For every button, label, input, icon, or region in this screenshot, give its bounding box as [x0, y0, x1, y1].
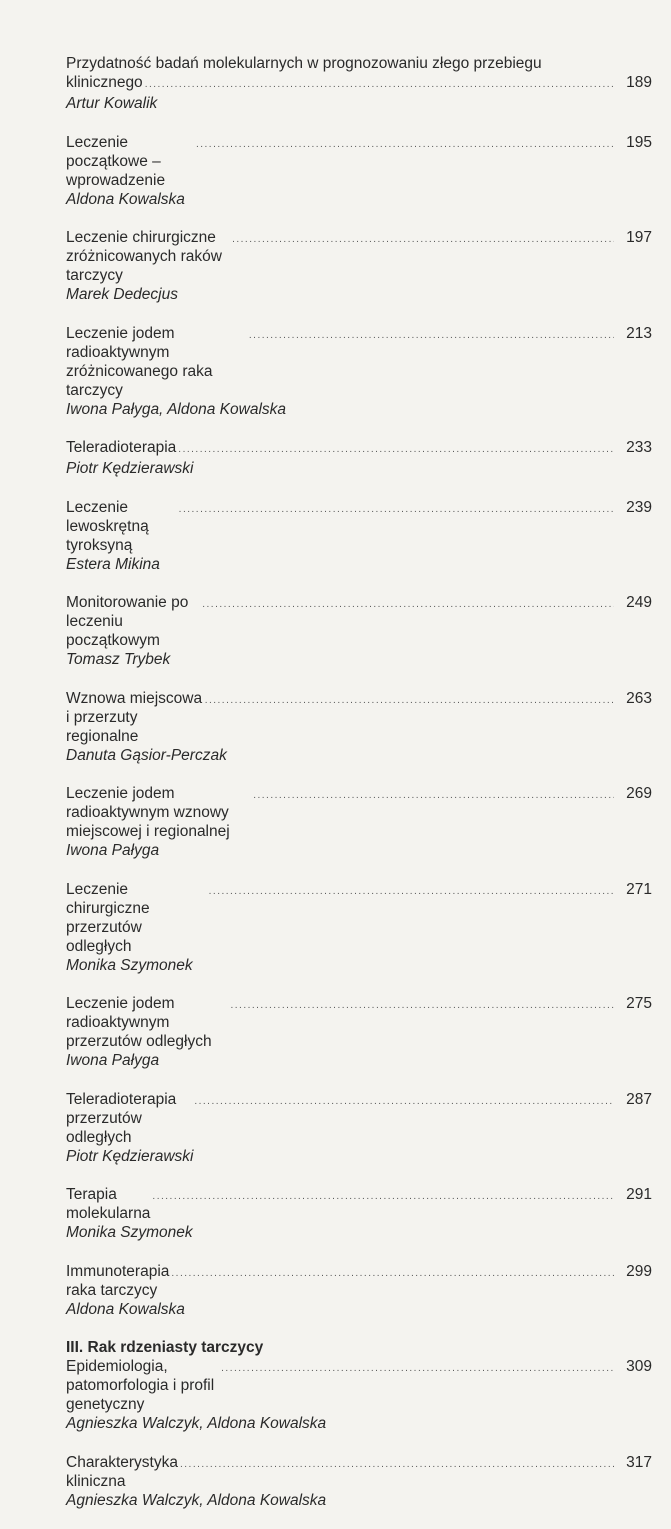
toc-entry [66, 689, 652, 766]
toc-entry [66, 880, 652, 976]
entry-title: Leczenie chirurgiczne przerzutów odległych [66, 880, 150, 955]
page-number: 249 [626, 594, 652, 611]
entry-author: Aldona Kowalska [66, 190, 185, 208]
page-number: 269 [626, 785, 652, 802]
toc-entry [66, 133, 652, 210]
entry-author: Tomasz Trybek [66, 651, 171, 668]
entry-author: Danuta Gąsior-Perczak [66, 746, 227, 764]
toc-entry [66, 1357, 652, 1434]
page-number: 317 [626, 1453, 652, 1471]
page-number: 189 [626, 74, 652, 91]
toc-entry [66, 1262, 652, 1320]
entry-title: Epidemiologia, patomorfologia i profil genetyczny [66, 1358, 215, 1413]
entry-title: Monitorowanie po leczeniu początkowym [66, 594, 189, 649]
dot-leader [230, 996, 614, 1015]
entry-author: Iwona Pałyga [66, 842, 160, 859]
page-number: 239 [626, 498, 652, 516]
entry-title-row [66, 228, 652, 285]
dot-leader [178, 440, 614, 459]
entry-title-row [66, 498, 652, 555]
entry-author: Monika Szymonek [66, 956, 193, 974]
entry-title-row [66, 994, 652, 1051]
page-number: 233 [626, 439, 652, 456]
entry-title-row [66, 593, 652, 650]
dot-leader [171, 1264, 614, 1283]
dot-leader [205, 691, 614, 710]
toc-entry [66, 784, 652, 861]
page-number: 197 [626, 229, 652, 246]
entry-author: Estera Mikina [66, 555, 160, 573]
entry-author: Artur Kowalik [66, 95, 158, 112]
entry-title: Immunoterapia raka tarczycy [66, 1262, 170, 1299]
entry-author: Monika Szymonek [66, 1224, 193, 1241]
entry-title: Charakterystyka kliniczna [66, 1453, 178, 1490]
page-number: 287 [626, 1090, 652, 1108]
dot-leader [196, 135, 614, 154]
entry-title: Leczenie jodem radioaktywnym wznowy miejscowej i regionalnej [66, 785, 230, 840]
dot-leader [221, 1359, 614, 1378]
entry-author: Agnieszka Walczyk, Aldona Kowalska [66, 1491, 327, 1509]
dot-leader [232, 230, 614, 249]
dot-leader [209, 882, 614, 901]
entry-title: Terapia molekularna [66, 1186, 151, 1222]
dot-leader [194, 1092, 614, 1111]
entry-title-row [66, 133, 652, 190]
entry-title-row [66, 1262, 652, 1300]
entry-title-row [66, 324, 652, 400]
dot-leader [253, 786, 614, 805]
toc-entry [66, 324, 652, 420]
entry-title-row [66, 689, 652, 746]
toc-entry [66, 438, 652, 479]
page-number: 309 [626, 1358, 652, 1375]
page-number: 275 [626, 995, 652, 1012]
entry-title-row [66, 1357, 652, 1414]
toc-entry [66, 1453, 652, 1511]
toc-entry [66, 593, 652, 670]
entry-title-line: Przydatność badań molekularnych w prognozowaniu złego przebiegu [66, 55, 542, 72]
entry-author: Iwona Pałyga, Aldona Kowalska [66, 400, 287, 418]
entry-title-row [66, 784, 652, 841]
page-number: 291 [626, 1186, 652, 1203]
entry-title-row [66, 438, 652, 459]
toc-entry [66, 994, 652, 1071]
section-heading: III. Rak rdzeniasty tarczycy [66, 1339, 264, 1356]
dot-leader [249, 326, 614, 345]
toc-entry [66, 228, 652, 305]
page-number: 213 [626, 324, 652, 342]
entry-author: Aldona Kowalska [66, 1300, 185, 1318]
toc-entry [66, 1090, 652, 1167]
entry-title-row [66, 73, 652, 94]
entry-author: Iwona Pałyga [66, 1052, 160, 1069]
entry-author: Piotr Kędzierawski [66, 1147, 194, 1165]
entry-title-row [66, 1090, 652, 1147]
entry-title: Leczenie początkowe – wprowadzenie [66, 133, 166, 189]
dot-leader [145, 75, 614, 94]
entry-title: Wznowa miejscowa i przerzuty regionalne [66, 689, 203, 745]
entry-title-row [66, 1453, 652, 1491]
page-number: 271 [626, 880, 652, 898]
page-number: 195 [626, 133, 652, 151]
entry-author: Agnieszka Walczyk, Aldona Kowalska [66, 1415, 327, 1432]
page-number: 263 [626, 689, 652, 707]
entry-title: Teleradioterapia przerzutów odległych [66, 1090, 177, 1146]
dot-leader [152, 1187, 614, 1206]
dot-leader [179, 500, 614, 519]
entry-title: klinicznego [66, 74, 143, 91]
dot-leader [180, 1455, 614, 1474]
entry-title-row [66, 1185, 652, 1223]
entry-author: Piotr Kędzierawski [66, 460, 194, 477]
entry-title-row [66, 880, 652, 956]
entry-author: Marek Dedecjus [66, 286, 178, 303]
entry-title: Leczenie jodem radioaktywnym zróżnicowanego raka tarczycy [66, 324, 213, 399]
entry-title: Teleradioterapia [66, 439, 177, 456]
toc-entry [66, 54, 652, 114]
dot-leader [202, 595, 614, 614]
entry-title: Leczenie lewoskrętną tyroksyną [66, 498, 149, 554]
entry-title: Leczenie chirurgiczne zróżnicowanych raków tarczycy [66, 229, 222, 284]
toc-entry [66, 498, 652, 575]
toc-entry [66, 1185, 652, 1243]
entry-title: Leczenie jodem radioaktywnym przerzutów odległych [66, 995, 212, 1050]
page-number: 299 [626, 1262, 652, 1280]
table-of-contents [66, 54, 652, 1529]
